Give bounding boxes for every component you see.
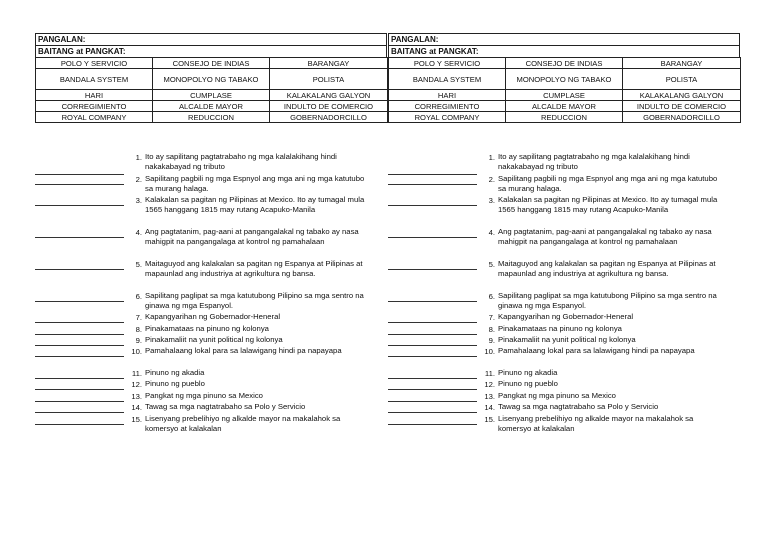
question-item <box>388 259 740 291</box>
answer-blank-line[interactable] <box>388 356 477 357</box>
question-text: Maitaguyod ang kalakalan sa pagitan ng Espanya at Pilipinas at mapaunlad ang industriya at agrikultura ng bansa. <box>145 258 363 278</box>
question-item <box>35 346 387 368</box>
question-text: Kalakalan sa pagitan ng Pilipinas at Mexico. Ito ay tumagal mula 1565 hanggang 1815 may rutang Acapuko-Manila <box>145 195 365 215</box>
question-number: 7. <box>488 313 495 323</box>
worksheet-left <box>35 33 387 433</box>
question-number: 3. <box>135 196 142 206</box>
question-item <box>35 391 387 402</box>
question-item <box>388 402 740 413</box>
question-text: Sapilitang pagbili ng mga Espnyol ang mga ani ng mga katutubo sa murang halaga. <box>145 173 365 193</box>
question-number: 9. <box>135 335 142 345</box>
answer-blank-line[interactable] <box>388 269 477 270</box>
question-number: 11. <box>484 368 495 378</box>
question-number: 15. <box>484 414 495 424</box>
answer-blank-line[interactable] <box>35 301 124 302</box>
answer-blank-line[interactable] <box>388 205 477 206</box>
question-text: Pamahalaang lokal para sa lalawigang hindi pa napayapa <box>498 346 695 356</box>
question-item <box>35 368 387 379</box>
word-bank-term: HARI <box>36 90 153 101</box>
question-text: Pamahalaang lokal para sa lalawigang hindi pa napayapa <box>145 346 342 356</box>
question-item <box>35 227 387 259</box>
grade-section-label: BAITANG at PANGKAT: <box>35 45 387 57</box>
answer-blank-line[interactable] <box>35 356 124 357</box>
question-item <box>35 291 387 313</box>
question-item <box>35 335 387 346</box>
question-text: Pinakamaliit na yunit political ng kolonya <box>498 334 636 344</box>
answer-blank-line[interactable] <box>35 269 124 270</box>
word-bank-term: POLISTA <box>270 69 388 90</box>
word-bank-term: CUMPLASE <box>153 90 270 101</box>
answer-blank-line[interactable] <box>388 237 477 238</box>
word-bank-term: MONOPOLYO NG TABAKO <box>153 69 270 90</box>
question-text: Pinuno ng pueblo <box>498 379 558 389</box>
word-bank-term: POLO Y SERVICIO <box>389 58 506 69</box>
question-item <box>388 391 740 402</box>
question-text: Lisenyang prebelihiyo ng alkalde mayor na makalahok sa komersyo at kalakalan <box>145 413 341 433</box>
word-bank-row <box>389 69 741 90</box>
question-text: Ang pagtatanim, pag-aani at pangangalakal ng tabako ay nasa mahigpit na pangangalaga at kontrol ng pamahalaan <box>498 226 712 247</box>
question-text: Pangkat ng mga pinuno sa Mexico <box>498 390 616 400</box>
name-field-label: PANGALAN: <box>35 33 387 45</box>
question-text: Sapilitang paglipat sa mga katutubong Pilipino sa mga sentro na ginawa ng mga Espanyol. <box>498 290 717 310</box>
word-bank-row <box>36 58 388 69</box>
worksheet-right <box>388 33 740 433</box>
question-list <box>35 152 387 435</box>
question-number: 1. <box>488 153 495 162</box>
question-number: 13. <box>484 391 495 401</box>
word-bank-table <box>388 57 741 123</box>
word-bank-term: ALCALDE MAYOR <box>506 101 623 112</box>
question-text: Tawag sa mga nagtatrabaho sa Polo y Servicio <box>498 402 659 412</box>
question-number: 10. <box>484 347 495 357</box>
question-item <box>35 312 387 323</box>
answer-blank-line[interactable] <box>35 184 124 185</box>
question-text: Pinuno ng akadia <box>498 367 558 377</box>
answer-blank-line[interactable] <box>388 424 477 425</box>
question-text: Kapangyarihan ng Gobernador-Heneral <box>498 312 634 322</box>
question-text: Sapilitang paglipat sa mga katutubong Pilipino sa mga sentro na ginawa ng mga Espanyol. <box>145 290 364 310</box>
word-bank-term: KALAKALANG GALYON <box>270 90 388 101</box>
question-number: 7. <box>135 313 142 323</box>
word-bank-row <box>389 101 741 112</box>
question-number: 9. <box>488 335 495 345</box>
word-bank-term: POLO Y SERVICIO <box>36 58 153 69</box>
question-number: 2. <box>135 174 142 184</box>
word-bank-term: HARI <box>389 90 506 101</box>
question-number: 5. <box>135 259 142 269</box>
word-bank-term: INDULTO DE COMERCIO <box>623 101 741 112</box>
question-text: Pinakamaliit na yunit political ng kolonya <box>145 334 283 344</box>
question-item <box>35 414 387 436</box>
word-bank-term: GOBERNADORCILLO <box>270 112 388 123</box>
question-item <box>35 379 387 390</box>
answer-blank-line[interactable] <box>388 301 477 302</box>
word-bank-term: BARANGAY <box>270 58 388 69</box>
word-bank-term: BANDALA SYSTEM <box>36 69 153 90</box>
question-item <box>35 195 387 227</box>
question-list <box>388 152 740 435</box>
word-bank-term: CONSEJO DE INDIAS <box>506 58 623 69</box>
answer-blank-line[interactable] <box>388 184 477 185</box>
question-number: 5. <box>488 259 495 269</box>
answer-blank-line[interactable] <box>35 424 124 425</box>
question-text: Pinuno ng pueblo <box>145 379 205 389</box>
question-text: Tawag sa mga nagtatrabaho sa Polo y Servicio <box>145 402 306 412</box>
question-item <box>388 324 740 335</box>
word-bank-term: BARANGAY <box>623 58 741 69</box>
word-bank-term: ROYAL COMPANY <box>389 112 506 123</box>
grade-section-label: BAITANG at PANGKAT: <box>388 45 740 57</box>
question-number: 8. <box>488 324 495 334</box>
question-text: Kapangyarihan ng Gobernador-Heneral <box>145 312 281 322</box>
word-bank-table <box>35 57 388 123</box>
question-item <box>388 291 740 313</box>
question-number: 2. <box>488 174 495 184</box>
question-item <box>388 335 740 346</box>
question-item <box>388 312 740 323</box>
question-item <box>388 346 740 368</box>
name-field-label: PANGALAN: <box>388 33 740 45</box>
question-number: 6. <box>488 291 495 301</box>
word-bank-row <box>389 90 741 101</box>
question-text: Pinuno ng akadia <box>145 367 205 377</box>
question-number: 4. <box>135 227 142 237</box>
word-bank-term: CORREGIMIENTO <box>36 101 153 112</box>
question-item <box>388 379 740 390</box>
question-item <box>388 195 740 227</box>
word-bank-term: REDUCCION <box>506 112 623 123</box>
question-number: 10. <box>131 347 142 357</box>
word-bank-term: CONSEJO DE INDIAS <box>153 58 270 69</box>
word-bank-row <box>389 58 741 69</box>
question-text: Lisenyang prebelihiyo ng alkalde mayor na makalahok sa komersyo at kalakalan <box>498 413 694 433</box>
question-number: 6. <box>135 291 142 301</box>
question-item <box>35 259 387 291</box>
question-item <box>388 152 740 174</box>
question-item <box>388 368 740 379</box>
question-item <box>388 414 740 436</box>
word-bank-row <box>36 69 388 90</box>
word-bank-row <box>36 112 388 123</box>
question-item <box>35 324 387 335</box>
question-text: Pinakamataas na pinuno ng kolonya <box>145 323 269 333</box>
word-bank-term: MONOPOLYO NG TABAKO <box>506 69 623 90</box>
question-number: 12. <box>484 380 495 390</box>
question-text: Kalakalan sa pagitan ng Pilipinas at Mexico. Ito ay tumagal mula 1565 hanggang 1815 may rutang Acapuko-Manila <box>498 195 718 215</box>
question-text: Sapilitang pagbili ng mga Espnyol ang mga ani ng mga katutubo sa murang halaga. <box>498 173 718 193</box>
question-number: 15. <box>131 414 142 424</box>
question-number: 11. <box>131 368 142 378</box>
word-bank-term: CORREGIMIENTO <box>389 101 506 112</box>
word-bank-term: KALAKALANG GALYON <box>623 90 741 101</box>
word-bank-term: BANDALA SYSTEM <box>389 69 506 90</box>
question-item <box>388 174 740 196</box>
question-text: Pinakamataas na pinuno ng kolonya <box>498 323 622 333</box>
question-number: 1. <box>135 153 142 162</box>
question-number: 13. <box>131 391 142 401</box>
word-bank-term: REDUCCION <box>153 112 270 123</box>
word-bank-term: ROYAL COMPANY <box>36 112 153 123</box>
question-text: Ito ay sapilitang pagtatrabaho ng mga kalalakihang hindi nakakabayad ng tributo <box>145 152 337 172</box>
word-bank-term: ALCALDE MAYOR <box>153 101 270 112</box>
question-number: 3. <box>488 196 495 206</box>
word-bank-row <box>389 112 741 123</box>
question-text: Maitaguyod ang kalakalan sa pagitan ng Espanya at Pilipinas at mapaunlad ang industriya at agrikultura ng bansa. <box>498 258 716 278</box>
answer-blank-line[interactable] <box>35 205 124 206</box>
question-number: 14. <box>131 403 142 413</box>
question-item <box>35 174 387 196</box>
word-bank-term: POLISTA <box>623 69 741 90</box>
question-text: Ang pagtatanim, pag-aani at pangangalakal ng tabako ay nasa mahigpit na pangangalaga at kontrol ng pamahalaan <box>145 226 359 247</box>
question-number: 4. <box>488 227 495 237</box>
question-text: Pangkat ng mga pinuno sa Mexico <box>145 390 263 400</box>
word-bank-term: GOBERNADORCILLO <box>623 112 741 123</box>
question-number: 12. <box>131 380 142 390</box>
question-text: Ito ay sapilitang pagtatrabaho ng mga kalalakihang hindi nakakabayad ng tributo <box>498 152 690 172</box>
question-number: 14. <box>484 403 495 413</box>
word-bank-term: INDULTO DE COMERCIO <box>270 101 388 112</box>
question-number: 8. <box>135 324 142 334</box>
question-item <box>35 152 387 174</box>
question-item <box>35 402 387 413</box>
question-item <box>388 227 740 259</box>
word-bank-row <box>36 90 388 101</box>
word-bank-row <box>36 101 388 112</box>
answer-blank-line[interactable] <box>35 237 124 238</box>
word-bank-term: CUMPLASE <box>506 90 623 101</box>
